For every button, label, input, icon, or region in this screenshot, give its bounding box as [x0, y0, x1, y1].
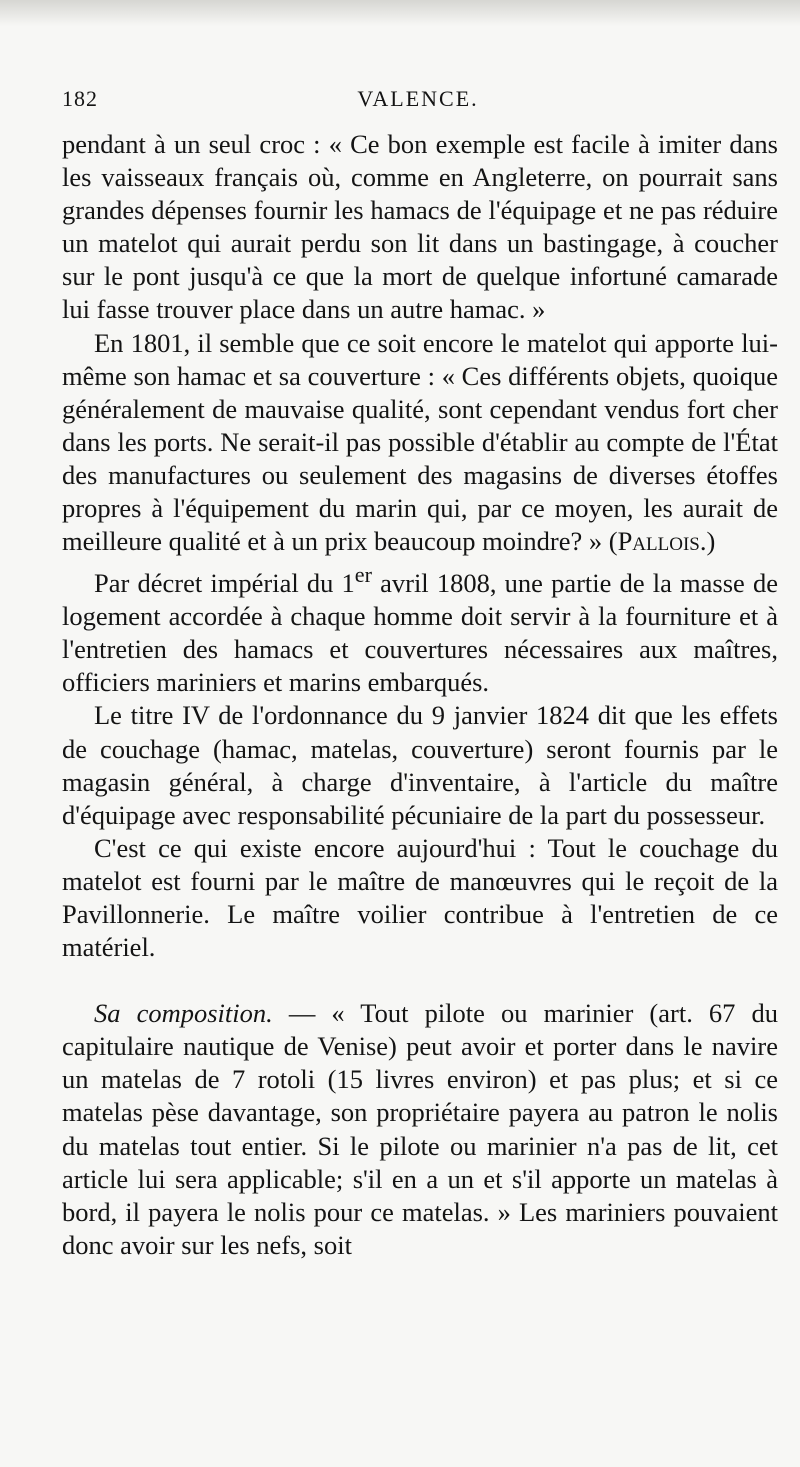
section-heading: Sa composition. — [94, 998, 273, 1029]
paragraph-continuation: pendant à un seul croc : « Ce bon exemple est facile à imiter dans les vaisseaux français où, comme en Angleterre, on pourrait sans grandes dépenses fournir les hamacs de l'équipage et ne pas réduire un matelot qui aurait perdu son lit dans un bastingage, à coucher sur le pont jusqu'à ce que la mort de quelque infortuné camarade lui fasse trouver place dans un autre hamac. » — [62, 129, 778, 325]
body-text — [62, 128, 778, 1262]
section-composition: Sa composition. — « Tout pilote ou marinier (art. 67 du capitulaire nautique de Venise) peut avoir et porter dans le navire un matelas de 7 rotoli (15 livres environ) et pas plus; et si ce matelas pèse davantage, son propriétaire payera au patron le nolis du matelas tout entier. Si le pilote ou marinier n'a pas de lit, cet article lui sera applicable; s'il en a un et s'il apporte un matelas à bord, il payera le nolis pour ce matelas. » Les mariniers pouvaient donc avoir sur les nefs, soit — [62, 998, 778, 1260]
running-head: VALENCE. — [357, 86, 479, 111]
page-header — [62, 86, 774, 116]
scan-edge-shadow — [0, 0, 800, 26]
page-number: 182 — [62, 86, 98, 111]
ordinal-superscript: er — [354, 562, 372, 588]
author-citation: Pallois — [617, 526, 700, 557]
paragraph-ordonnance-1824: Le titre IV de l'ordonnance du 9 janvier 1824 dit que les effets de couchage (hamac, matelas, couverture) seront fournis par le magasin général, à charge d'inventaire, à l'article du maître d'équipage avec responsabilité pécuniaire de la part du possesseur. — [62, 700, 778, 830]
paragraph-decree-1808: Par décret impérial du 1er avril 1808, une partie de la masse de logement accordée à chaque homme doit servir à la fourniture et à l'entretien des hamacs et couvertures nécessaires aux maîtres, officiers mariniers et marins embarqués. — [62, 562, 778, 698]
paragraph-today: C'est ce qui existe encore aujourd'hui : Tout le couchage du matelot est fourni par le maître de manœuvres qui le reçoit de la Pavillonnerie. Le maître voilier contribue à l'entretien de ce matériel. — [62, 832, 778, 963]
paragraph-1801: En 1801, il semble que ce soit encore le matelot qui apporte lui-même son hamac et sa couverture : « Ces différents objets, quoique généralement de mauvaise qualité, sont cependant vendus fort cher dans les ports. Ne serait-il pas possible d'établir au compte de l'État des manufactures ou seulement des magasins de diverses étoffes propres à l'équipement du marin qui, par ce moyen, les aurait de meilleure qualité et à un prix beaucoup moindre? » (Pallois.) — [62, 327, 778, 557]
